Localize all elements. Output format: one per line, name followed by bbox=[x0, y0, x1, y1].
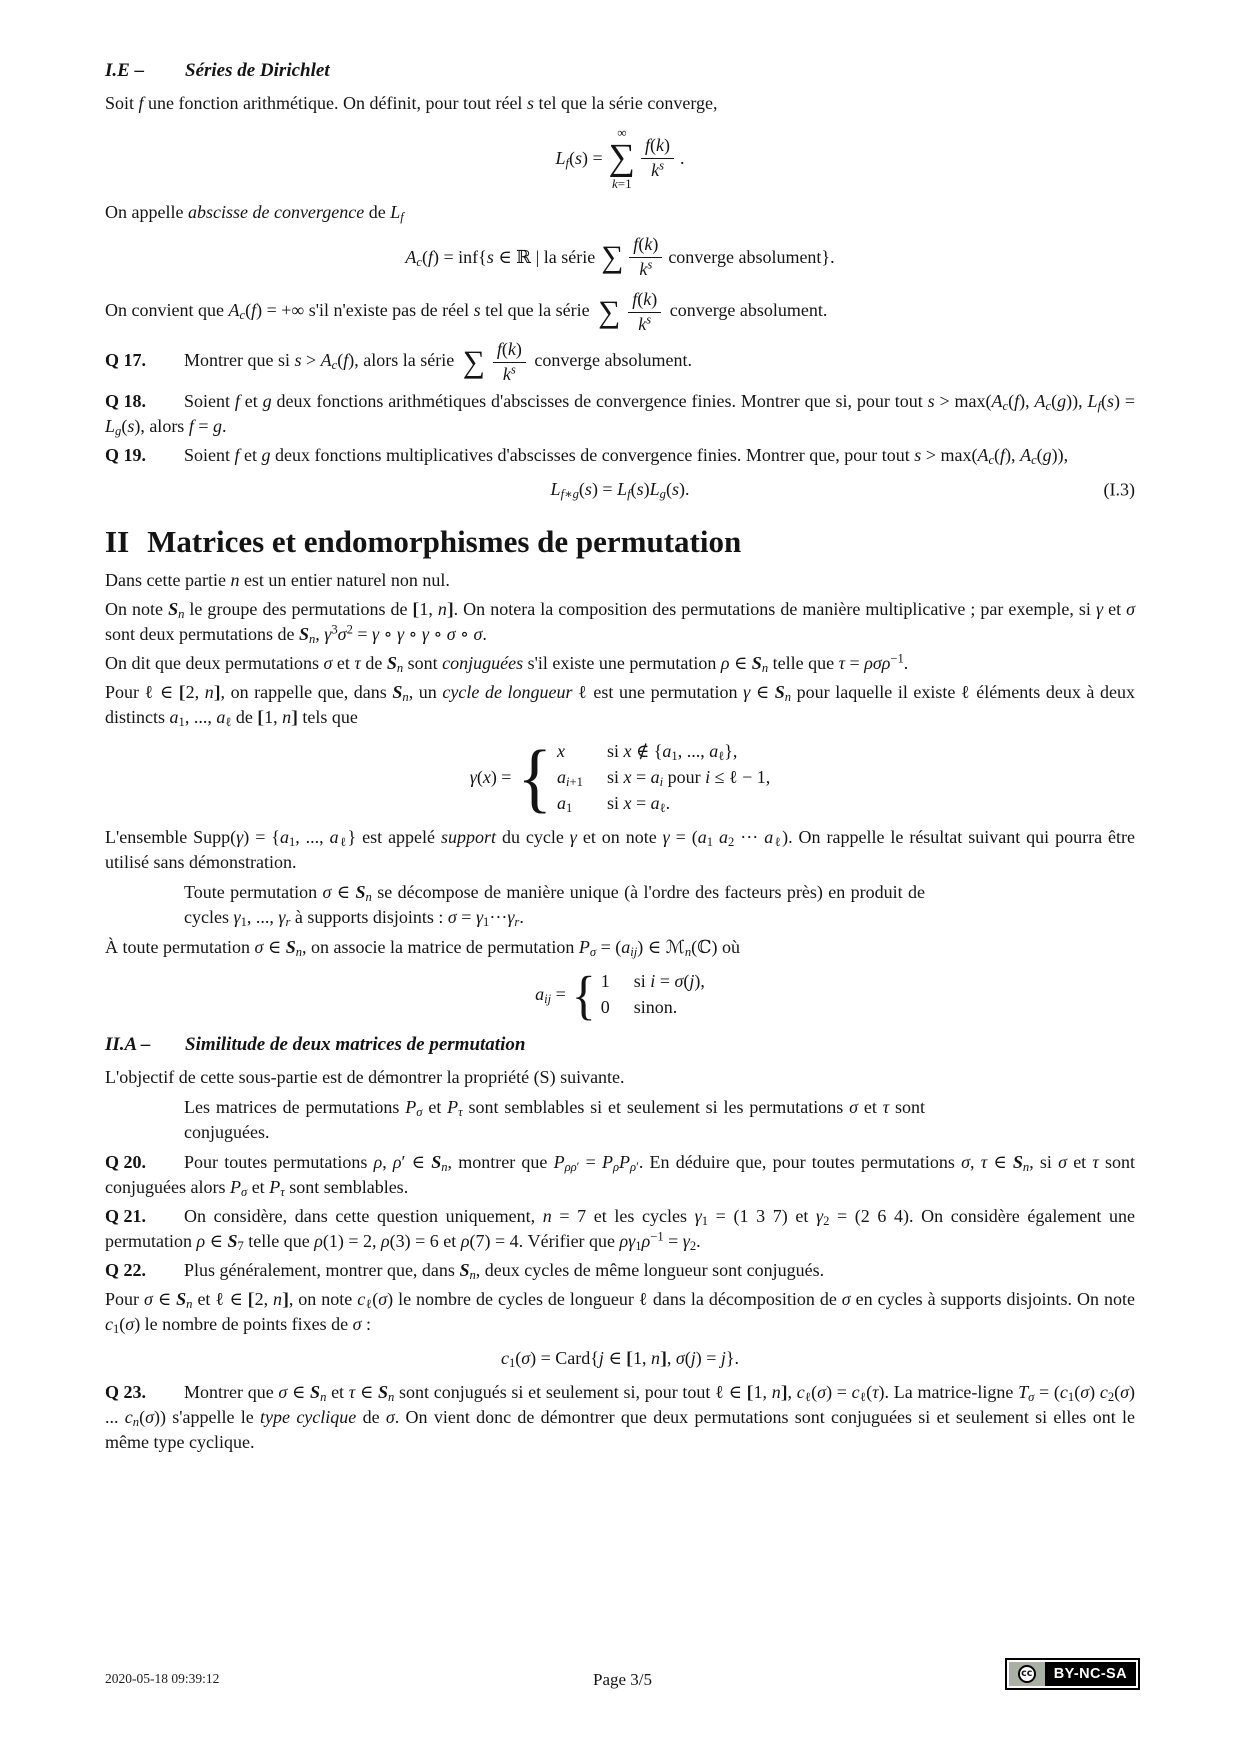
section-title-ie: Séries de Dirichlet bbox=[185, 60, 330, 81]
text-run: converge absolument. bbox=[669, 300, 828, 321]
quote-decomposition: Toute permutation σ ∈ $S_n$ se décompose de manière unique (à l'ordre des facteurs près) en produit de cycles $\gamma_1$, ..., $\gamma_r$ à supports disjoints : $\sigma = \gamma_1\cdot\cdot\cdot\gamma_r$. bbox=[184, 882, 925, 929]
equation-body: $c_1(\sigma)$ = Card{j ∈ [[ 1, n]] , σ(j) = j}. bbox=[500, 1348, 740, 1370]
case-condition: si x ∉ {$a_1$, ..., $a_\ell$}, bbox=[606, 741, 738, 763]
sum-upper-limit: ∞ bbox=[617, 125, 627, 140]
question-label: Q 22. bbox=[105, 1260, 147, 1280]
section-title: Matrices et endomorphismes de permutation bbox=[147, 524, 742, 559]
text-run: converge absolument. bbox=[534, 350, 692, 371]
fraction bbox=[641, 135, 674, 181]
cc-license-badge bbox=[1005, 1658, 1140, 1690]
paragraph-intro-dirichlet: Soit f une fonction arithmétique. On définit, pour tout réel s tel que la série converge, bbox=[105, 93, 718, 113]
cases-grid bbox=[557, 739, 770, 816]
question-23 bbox=[105, 1380, 1135, 1455]
question-21 bbox=[105, 1204, 1135, 1254]
question-label: Q 17. bbox=[105, 350, 147, 371]
case-value: $a_1$ bbox=[557, 793, 573, 815]
paragraph-conjuguees: On dit que deux permutations σ et τ de $S_n$ sont conjuguées s'il existe une permutation ρ ∈ $S_n$ telle que τ = ρσρ$^{-1}$. bbox=[105, 651, 909, 675]
fraction-numerator: f(k) bbox=[628, 289, 661, 313]
question-text: Soient f et g deux fonctions multiplicatives d'abscisses de convergence finies. Montrer que, pour tout $s > \max(A_c(f)$, $A_c(g)$), bbox=[184, 445, 1069, 467]
question-text: Soient f et g deux fonctions arithmétiques d'abscisses de convergence finies. Montrer que si, pour tout $s > \max(A_c(f)$, $A_c(g)$), $L_f(s) = L_g(s)$, alors f = g. bbox=[105, 391, 1135, 438]
sum-operator bbox=[609, 125, 635, 191]
paragraph-support: L'ensemble Supp(γ) = {$a_1$, ..., $a_\ell$} est appelé support du cycle γ et on note $\gamma = (a_1$ $a_2$ ··· $a_\ell$). On rappelle le résultat suivant qui pourra être utilisé sans démonstration. bbox=[105, 827, 1136, 872]
fraction bbox=[628, 289, 661, 335]
cases-grid bbox=[601, 969, 705, 1020]
equation-gamma-cases bbox=[105, 733, 1135, 820]
fraction-denominator: $k^s$ bbox=[651, 158, 664, 180]
fraction bbox=[629, 234, 662, 280]
paragraph-abscisse: On appelle abscisse de convergence de $L_f$ bbox=[105, 202, 404, 224]
cc-logo-panel bbox=[1009, 1662, 1045, 1686]
brace-icon: { bbox=[571, 964, 596, 1025]
cc-icon: cc bbox=[1018, 1665, 1036, 1683]
question-label: Q 18. bbox=[105, 391, 147, 411]
fraction-numerator: f(k) bbox=[629, 234, 662, 258]
section-label-iia: II.A – bbox=[105, 1034, 151, 1055]
paragraph-cycle-longueur: Pour ℓ ∈ [[ 2, n]] , on rappelle que, dans $S_n$, un cycle de longueur ℓ est une permutation γ ∈ $S_n$ pour laquelle il existe ℓ éléments deux à deux distincts $a_1$, ..., $a_\ell$ de [[ 1, n]] tels que bbox=[105, 682, 1136, 729]
section-heading-ie bbox=[105, 58, 1135, 83]
case-value: $a_{i+1}$ bbox=[557, 767, 583, 789]
equation-lhs: γ(x) = bbox=[469, 767, 512, 787]
case-condition: si i = σ(j), bbox=[633, 971, 705, 991]
equation-lhs: $a_{ij}$ = bbox=[535, 984, 566, 1006]
question-20 bbox=[105, 1150, 1135, 1200]
equation-lhs: $L_f(s)$ = bbox=[555, 147, 603, 170]
question-18 bbox=[105, 389, 1135, 439]
fraction-denominator: $k^s$ bbox=[502, 362, 516, 384]
section-label-ie: I.E – bbox=[105, 60, 145, 81]
paragraph-matrice-permutation: À toute permutation σ ∈ $S_n$, on associe la matrice de permutation $P_\sigma = (a_{ij})$ ∈ ℳ$_n$(ℂ) où bbox=[105, 937, 740, 959]
case-condition: sinon. bbox=[633, 997, 678, 1017]
case-value: 1 bbox=[600, 971, 610, 991]
question-label: Q 19. bbox=[105, 445, 147, 465]
quote-propriete-s: Les matrices de permutations $P_\sigma$ et $P_\tau$ sont semblables si et seulement si les permutations σ et τ sont conjuguées. bbox=[184, 1097, 925, 1142]
text-run: On convient que $A_c(f)$ = +∞ s'il n'existe pas de réel s tel que la série bbox=[105, 300, 590, 322]
equation-i3 bbox=[105, 477, 1135, 502]
question-22 bbox=[105, 1258, 1135, 1283]
cases-block bbox=[571, 964, 705, 1025]
equation-c1 bbox=[105, 1346, 1135, 1371]
question-text: On considère, dans cette question uniquement, n = 7 et les cycles $\gamma_1 = (1$ 3 7) et $\gamma_2 = (2$ 6 4). On considère également une permutation ρ ∈ $S_7$ telle que ρ(1) = 2, ρ(3) = 6 et ρ(7) = 4. Vérifier que $\rho\gamma_1\rho^{-1} = \gamma_2$. bbox=[105, 1206, 1135, 1253]
question-text: Pour toutes permutations ρ, ρ′ ∈ $S_n$, montrer que $P_{\rho\rho'} = P_\rho P_{\rho'}$. En déduire que, pour toutes permutations σ, τ ∈ $S_n$, si σ et τ sont conjuguées alors $P_\sigma$ et $P_\tau$ sont semblables. bbox=[105, 1152, 1136, 1199]
equation-tail: converge absolument}. bbox=[668, 246, 835, 267]
paragraph-convention: On convient que $A_c(f)$ = +∞ s'il n'existe pas de réel s tel que la série ∑ $\frac{f(k)}{k^s}$ converge absolument. bbox=[105, 289, 828, 334]
sum-icon: ∑ bbox=[608, 137, 636, 178]
fraction-numerator: f(k) bbox=[493, 339, 526, 363]
section-title-iia: Similitude de deux matrices de permutation bbox=[185, 1034, 526, 1055]
section-heading-iia bbox=[105, 1032, 1135, 1057]
section-heading-ii bbox=[105, 524, 1135, 560]
cases-block bbox=[517, 733, 771, 820]
license-label: BY-NC-SA bbox=[1045, 1662, 1136, 1686]
question-text: Plus généralement, montrer que, dans $S_n$, deux cycles de même longueur sont conjugués. bbox=[184, 1260, 825, 1282]
equation-number: (I.3) bbox=[1103, 479, 1135, 499]
equation-body: $L_{f∗g}(s) = L_f(s)L_g(s)$. bbox=[550, 479, 690, 501]
section-number: II bbox=[105, 524, 130, 559]
case-condition: si $x = a_i$ pour i ≤ ℓ − 1, bbox=[606, 767, 771, 789]
question-17: Q 17. Montrer que si $s > A_c(f)$, alors la série ∑ $\frac{f(k)}{k^s}$ converge absolument. bbox=[105, 339, 692, 384]
question-19 bbox=[105, 443, 1135, 468]
equation-tail: . bbox=[680, 147, 685, 168]
case-value: x bbox=[557, 741, 566, 761]
page-number: Page 3/5 bbox=[592, 1670, 653, 1689]
fraction-denominator: $k^s$ bbox=[639, 257, 653, 279]
equation-aij-cases bbox=[105, 964, 1135, 1025]
sum-lower-limit: k=1 bbox=[612, 176, 632, 191]
paragraph-nombre-cycles: Pour σ ∈ $S_n$ et ℓ ∈ [[ 2, n]] , on note $c_\ell(\sigma)$ le nombre de cycles de longueur ℓ dans la décomposition de σ en cycles à supports disjoints. On note $c_1(\sigma)$ le nombre de points fixes de σ : bbox=[105, 1289, 1135, 1336]
question-text: Montrer que σ ∈ $S_n$ et τ ∈ $S_n$ sont conjugués si et seulement si, pour tout ℓ ∈ [[ 1, n]] , $c_\ell(\sigma) = c_\ell(\tau)$. La matrice-ligne $T_\sigma = (c_1(\sigma)$ $c_2(\sigma)$ ... $c_n(\sigma)$) s'appelle le type cyclique de σ. On vient donc de démontrer que deux permutations sont conjuguées si et seulement si elles ont le même type cyclique. bbox=[105, 1382, 1136, 1452]
page-footer bbox=[105, 1658, 1140, 1694]
equation-lf-definition bbox=[105, 125, 1135, 191]
question-label: Q 21. bbox=[105, 1206, 147, 1226]
fraction-numerator: f(k) bbox=[641, 135, 674, 159]
equation-lhs: $A_c(f) = inf\{s$ ∈ ℝ | la série bbox=[405, 246, 596, 269]
paragraph-groupe-permutations: On note $S_n$ le groupe des permutations de [[ 1, n]] . On notera la composition des permutations de manière multiplicative ; par exemple, si γ et σ sont deux permutations de $S_n$, $\gamma^3\sigma^2 = \gamma$ ∘ γ ∘ γ ∘ σ ∘ σ. bbox=[105, 599, 1135, 646]
fraction bbox=[493, 339, 526, 385]
case-value: 0 bbox=[600, 997, 610, 1017]
question-label: Q 23. bbox=[105, 1382, 147, 1402]
fraction-denominator: $k^s$ bbox=[638, 312, 652, 334]
case-condition: si $x = a_\ell$. bbox=[606, 793, 671, 815]
paragraph-objectif: L'objectif de cette sous-partie est de démontrer la propriété (S) suivante. bbox=[105, 1067, 625, 1087]
equation-ac-definition: $A_c(f) = inf\{s$ ∈ ℝ | la série ∑ $\frac{f(k)}{k^s}$ converge absolument}. bbox=[405, 234, 835, 279]
text-run: Montrer que si $s > A_c(f)$, alors la série bbox=[184, 350, 455, 372]
question-label: Q 20. bbox=[105, 1152, 147, 1172]
brace-icon: { bbox=[517, 733, 553, 820]
timestamp: 2020-05-18 09:39:12 bbox=[105, 1671, 220, 1686]
paragraph-partie-n: Dans cette partie n est un entier naturel non nul. bbox=[105, 570, 450, 590]
